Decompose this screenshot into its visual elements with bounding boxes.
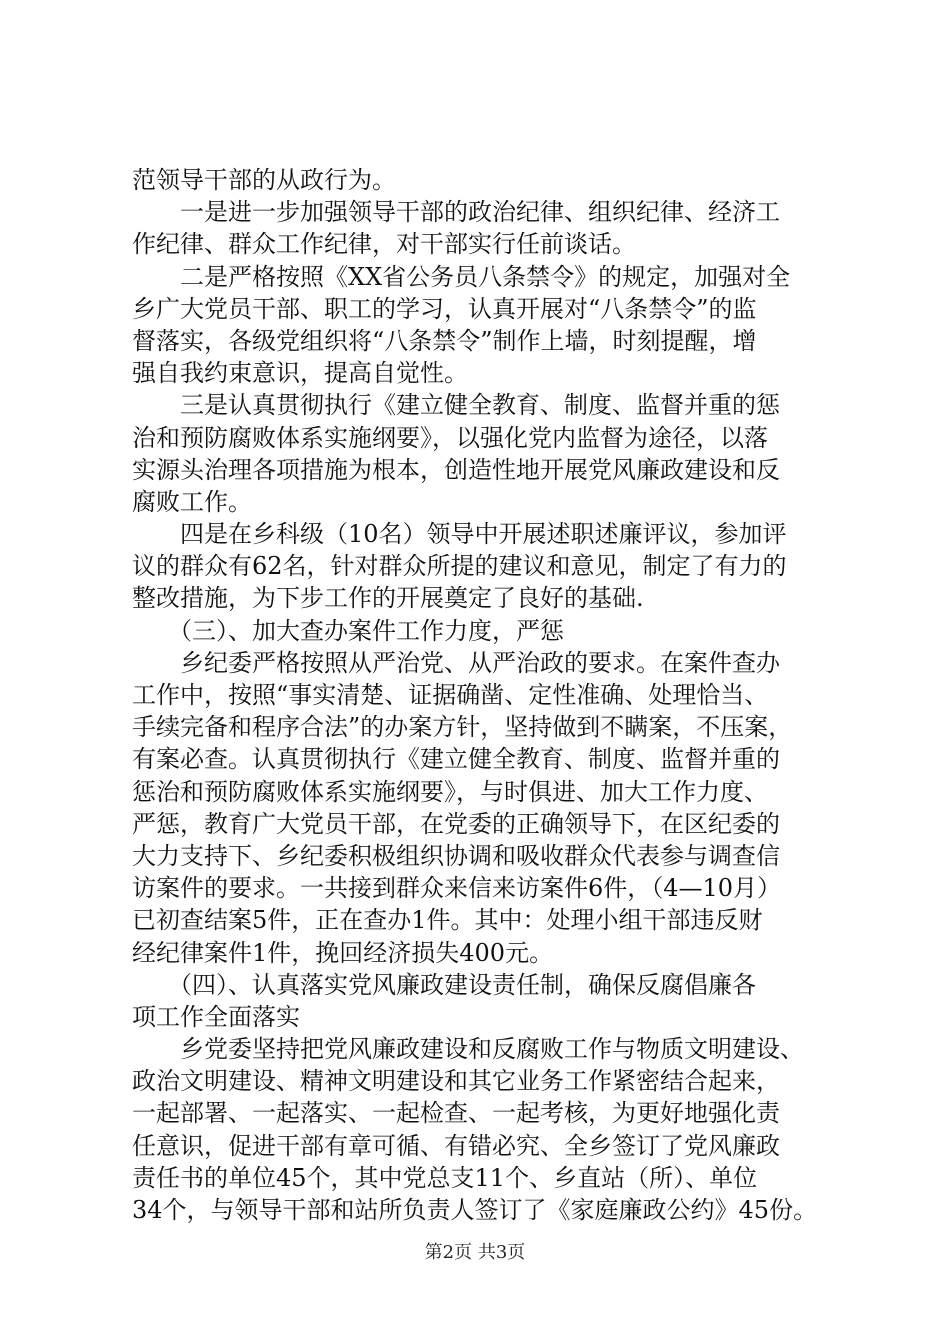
text-line: 惩治和预防腐败体系实施纲要》，与时俱进、加大工作力度、: [132, 777, 768, 806]
text-line: 整改措施，为下步工作的开展奠定了良好的基础.: [132, 584, 644, 613]
text-line: 三是认真贯彻执行《建立健全教育、制度、监督并重的惩: [132, 391, 780, 420]
text-line: 作纪律、群众工作纪律，对干部实行任前谈话。: [132, 230, 636, 259]
text-line: 大力支持下、乡纪委积极组织协调和吸收群众代表参与调查信: [132, 841, 780, 870]
text-line: 督落实，各级党组织将“八条禁令”制作上墙，时刻提醒，增: [132, 326, 757, 355]
section-heading: （三）、加大查办案件工作力度，严惩: [132, 616, 564, 645]
section-heading: 项工作全面落实: [132, 1002, 300, 1031]
text-line: 已初查结案5件，正在查办1件。其中：处理小组干部违反财: [132, 906, 763, 935]
text-line: 有案必查。认真贯彻执行《建立健全教育、制度、监督并重的: [132, 745, 780, 774]
text-line: 实源头治理各项措施为根本，创造性地开展党风廉政建设和反: [132, 455, 780, 484]
text-line: 访案件的要求。一共接到群众来信来访案件6件，（4—10月）: [132, 874, 782, 903]
text-line: 任意识，促进干部有章可循、有错必究、全乡签订了党风廉政: [132, 1131, 780, 1160]
text-line: 四是在乡科级（10名）领导中开展述职述廉评议，参加评: [132, 520, 787, 549]
text-line: 34个，与领导干部和站所负责人签订了《家庭廉政公约》45份。: [132, 1196, 818, 1224]
text-line: 手续完备和程序合法”的办案方针，坚持做到不瞒案，不压案，: [132, 713, 793, 742]
text-line: 范领导干部的从政行为。: [132, 166, 396, 194]
text-line: 议的群众有62名，针对群众所提的建议和意见，制定了有力的: [132, 552, 787, 581]
document-body: [132, 164, 832, 1226]
text-line: 二是严格按照《XX省公务员八条禁令》的规定，加强对全: [132, 262, 791, 291]
text-line: 乡党委坚持把党风廉政建设和反腐败工作与物质文明建设、: [132, 1035, 804, 1064]
section-heading: （四）、认真落实党风廉政建设责任制，确保反腐倡廉各: [132, 970, 756, 999]
text-line: 乡广大党员干部、职工的学习，认真开展对“八条禁令”的监: [132, 294, 757, 323]
text-line: 乡纪委严格按照从严治党、从严治政的要求。在案件查办: [132, 648, 780, 677]
text-line: 工作中，按照“事实清楚、证据确凿、定性准确、处理恰当、: [132, 681, 769, 709]
text-line: 一是进一步加强领导干部的政治纪律、组织纪律、经济工: [132, 198, 780, 227]
text-line: 责任书的单位45个，其中党总支11个、乡直站（所）、单位: [132, 1163, 758, 1192]
text-line: 严惩，教育广大党员干部，在党委的正确领导下，在区纪委的: [132, 809, 780, 838]
text-line: 强自我约束意识，提高自觉性。: [132, 359, 468, 388]
text-line: 一起部署、一起落实、一起检查、一起考核，为更好地强化责: [132, 1099, 780, 1128]
text-line: 经纪律案件1件，挽回经济损失400元。: [132, 938, 554, 967]
page-number-label: 第2页 共3页: [424, 1242, 526, 1263]
text-line: 政治文明建设、精神文明建设和其它业务工作紧密结合起来，: [132, 1067, 780, 1096]
text-line: 治和预防腐败体系实施纲要》，以强化党内监督为途径，以落: [132, 423, 768, 452]
text-line: 腐败工作。: [132, 487, 252, 516]
page-footer: [0, 1241, 950, 1265]
